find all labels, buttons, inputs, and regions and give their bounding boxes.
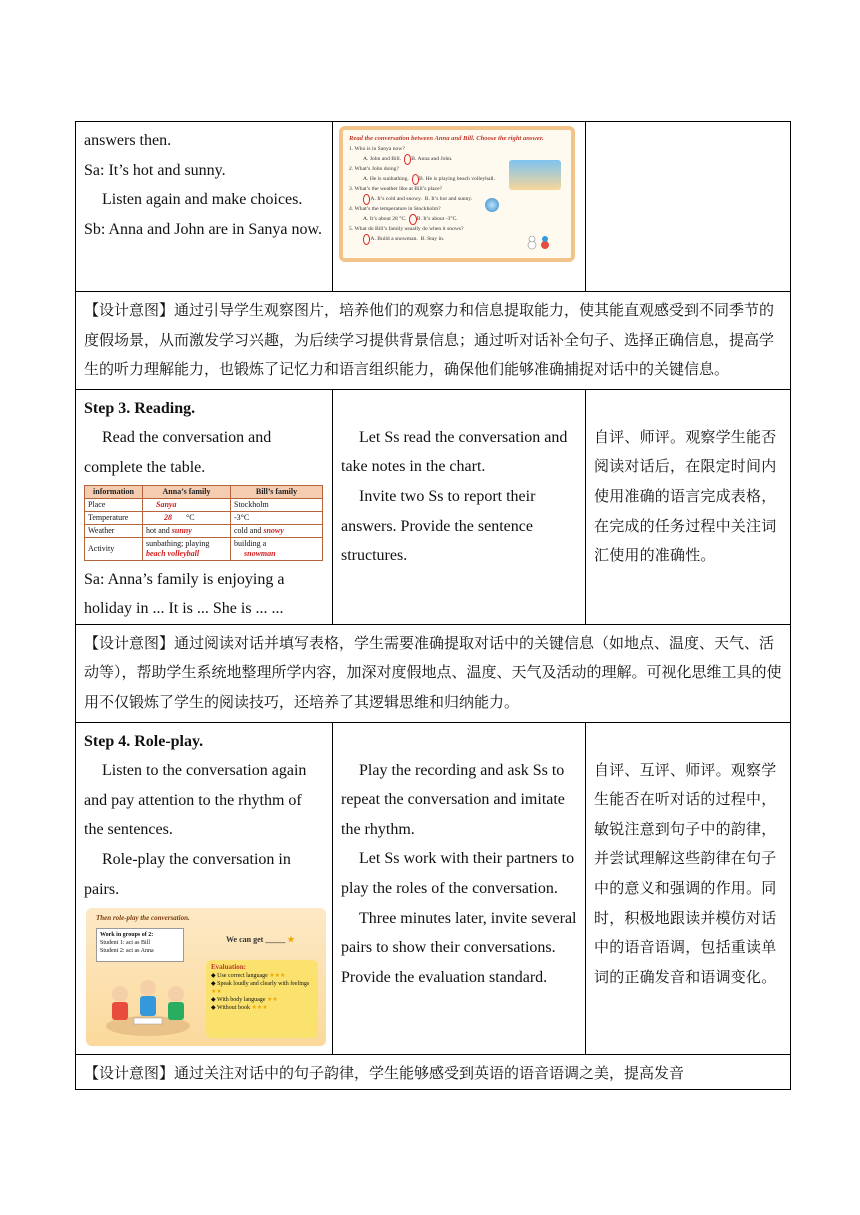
- anna-cell: [143, 524, 231, 537]
- line: Let Ss work with their partners to play the roles of the conversation.: [341, 850, 575, 897]
- cell-text: -3°C: [234, 512, 250, 522]
- step3-heading: Step 3. Reading.: [84, 399, 196, 417]
- group-box: [96, 928, 184, 962]
- quiz-question: 5. What do Bill’s family usually do when it snows?: [349, 226, 464, 232]
- eval-text: 自评、师评。观察学生能否阅读对话后，在限定时间内使用准确的语言完成表格，在完成的任务过程中关注词汇使用的准确性。: [594, 427, 777, 565]
- quiz-option: A. Build a snowman.: [370, 236, 418, 242]
- cell-text: cold and: [234, 525, 264, 535]
- line: Listen again and make choices.: [102, 191, 303, 209]
- line: Sb: Anna and John are in Sanya now.: [84, 220, 323, 238]
- eval-text: With body language: [217, 997, 266, 1004]
- design-intent-1: 【设计意图】通过引导学生观察图片，培养他们的观察力和信息提取能力，使其能直观感受到不同季节的度假场景，从而激发学习兴趣，为后续学习提供背景信息；通过听对话补全句子、选择正确信息，提高学生的听力理解能力，也锻炼了记忆力和语言组织能力，确保他们能够准确捕捉对话中的关键信息。: [76, 292, 791, 390]
- header-cell: Bill’s family: [231, 485, 323, 498]
- cell-text: sunbathing; playing: [146, 538, 210, 548]
- step4-teacher-cell: [333, 722, 586, 1055]
- cell-text: building a: [234, 538, 267, 548]
- quiz-option: B. It’s about -3°C.: [416, 216, 458, 222]
- row-label: Activity: [85, 537, 143, 560]
- quiz-option: A. It’s about 28 °C.: [363, 216, 407, 222]
- line: Read the conversation and complete the table.: [84, 429, 272, 476]
- eval-text: 自评、互评、师评。观察学生能否在听对话的过程中，敏锐注意到句子中的韵律，并尝试理解这些韵律在句子中的意义和强调的作用。同时，积极地跟读并模仿对话中的语音语调，包括重读单词的正确发音和语调变化。: [594, 760, 777, 986]
- evaluation-box: [206, 960, 318, 1038]
- step4-row: [76, 722, 791, 1055]
- answer-text: snowy: [263, 525, 284, 535]
- eval-item: ◆ Use correct language ★★★: [211, 973, 286, 980]
- quiz-question: 1. Who is in Sanya now?: [349, 146, 405, 152]
- answer-text: sunny: [171, 525, 192, 535]
- row-label: Weather: [85, 524, 143, 537]
- quiz-option: B. Stay in.: [420, 236, 445, 242]
- star-icon: ★★★: [269, 973, 286, 980]
- line: Three minutes later, invite several pairs to show their conversations. Provide the evaluation standard.: [341, 909, 577, 986]
- star-icon: ★★: [211, 989, 222, 996]
- quiz-option: B. It’s hot and sunny.: [424, 196, 473, 202]
- anna-cell: [143, 498, 231, 511]
- step2-row: [76, 122, 791, 292]
- bill-cell: [231, 524, 323, 537]
- line: answers then.: [84, 132, 172, 149]
- intent-row: [76, 292, 791, 390]
- quiz-option: A. He is sunbathing.: [363, 176, 409, 182]
- step3-row: [76, 389, 791, 624]
- line: Sa: Anna’s family is enjoying a holiday in ... It is ... She is ... ...: [84, 570, 285, 618]
- quiz-option: B. Anna and John.: [411, 156, 453, 162]
- anna-cell: [143, 537, 231, 560]
- lesson-table: [75, 121, 791, 1090]
- cell-text: °C: [186, 512, 195, 522]
- design-intent-2: 【设计意图】通过阅读对话并填写表格，学生需要准确提取对话中的关键信息（如地点、温度、天气、活动等），帮助学生系统地整理所学内容，加深对度假地点、温度、天气及活动的理解。可视化思维工具的使用不仅锻炼了学生的阅读技巧，还培养了其逻辑思维和归纳能力。: [76, 624, 791, 722]
- answer-circle: [412, 174, 419, 185]
- step3-student-cell: [76, 389, 333, 624]
- group-text: Student 1: act as Bill: [100, 940, 150, 947]
- intent-row: [76, 1055, 791, 1090]
- star-icon: ★★: [266, 997, 278, 1004]
- answer-text: snowman: [244, 548, 276, 558]
- eval-text: Use correct language: [217, 973, 268, 980]
- quiz-title: Read the conversation between Anna and Bill. Choose the right answer.: [349, 135, 544, 142]
- cell-text: hot and: [146, 525, 172, 535]
- answer-circle: [409, 214, 416, 225]
- quiz-option: A. John and Bill.: [363, 156, 402, 162]
- step4-student-cell: [76, 722, 333, 1055]
- row-label: Temperature: [85, 511, 143, 524]
- group-text: Work in groups of 2:: [100, 932, 154, 939]
- step3-teacher-cell: [333, 389, 586, 624]
- beach-photo: [509, 160, 561, 190]
- step3-eval-cell: [586, 389, 791, 624]
- step2-student-cell: [76, 122, 333, 292]
- header-cell: information: [85, 485, 143, 498]
- quiz-option: A. It’s cold and snowy.: [370, 196, 422, 202]
- step4-heading: Step 4. Role-play.: [84, 732, 204, 750]
- table-row: [85, 524, 323, 537]
- line: Role-play the conversation in pairs.: [84, 850, 291, 898]
- line: Play the recording and ask Ss to repeat the conversation and imitate the rhythm.: [341, 761, 565, 838]
- header-cell: Anna’s family: [143, 485, 231, 498]
- bill-cell: [231, 537, 323, 560]
- roleplay-title: Then role-play the conversation.: [96, 914, 190, 923]
- line: Sa: It’s hot and sunny.: [84, 161, 226, 179]
- table-row: [85, 498, 323, 511]
- intent-row: [76, 624, 791, 722]
- answer-text: beach volleyball: [146, 548, 200, 558]
- get-text: We can get _____: [226, 935, 286, 945]
- kids-illustration: [98, 970, 198, 1038]
- quiz-question: 2. What’s John doing?: [349, 166, 399, 172]
- eval-item: ◆ With body language ★★: [211, 997, 278, 1004]
- step2-eval-cell: [586, 122, 791, 292]
- answer-text: 28: [164, 512, 172, 522]
- quiz-item: [349, 205, 565, 225]
- group-text: Student 2: act as Anna: [100, 948, 154, 955]
- step2-teacher-cell: [333, 122, 586, 292]
- bill-cell: [231, 498, 323, 511]
- bill-cell: [231, 511, 323, 524]
- star-icon: ★: [287, 935, 295, 945]
- anna-cell: [143, 511, 231, 524]
- volleyball-icon: [485, 198, 499, 212]
- evaluation-title: Evaluation:: [211, 963, 247, 972]
- line: Let Ss read the conversation and take notes in the chart.: [341, 428, 568, 476]
- eval-text: Speak loudly and clearly with feelings: [217, 981, 310, 988]
- eval-item: ◆ Speak loudly and clearly with feelings ★★: [211, 981, 310, 996]
- cell-text: Stockholm: [234, 499, 269, 509]
- line: Invite two Ss to report their answers. Provide the sentence structures.: [341, 487, 536, 565]
- eval-item: ◆ Without book ★★★: [211, 1005, 268, 1012]
- quiz-image: [339, 126, 575, 262]
- line: Listen to the conversation again and pay attention to the rhythm of the sentences.: [84, 762, 307, 839]
- table-row: [85, 537, 323, 560]
- star-icon: ★★★: [251, 1005, 268, 1012]
- row-label: Place: [85, 498, 143, 511]
- design-intent-3: 【设计意图】通过关注对话中的句子韵律，学生能够感受到英语的语音语调之美，提高发音: [76, 1055, 791, 1090]
- lesson-plan: [75, 121, 790, 1090]
- table-row: [85, 511, 323, 524]
- answer-text: Sanya: [156, 499, 177, 509]
- quiz-question: 4. What’s the temperature in Stockholm?: [349, 206, 441, 212]
- quiz-question: 3. What’s the weather like at Bill’s place?: [349, 186, 443, 192]
- quiz-option: B. He is playing beach volleyball.: [419, 176, 496, 182]
- eval-text: Without book: [217, 1005, 250, 1012]
- snowman-icon: [525, 234, 553, 250]
- info-table-header: [85, 485, 323, 498]
- info-table: [84, 485, 323, 561]
- roleplay-image: [86, 908, 326, 1046]
- get-stars: [226, 936, 295, 944]
- step4-eval-cell: [586, 722, 791, 1055]
